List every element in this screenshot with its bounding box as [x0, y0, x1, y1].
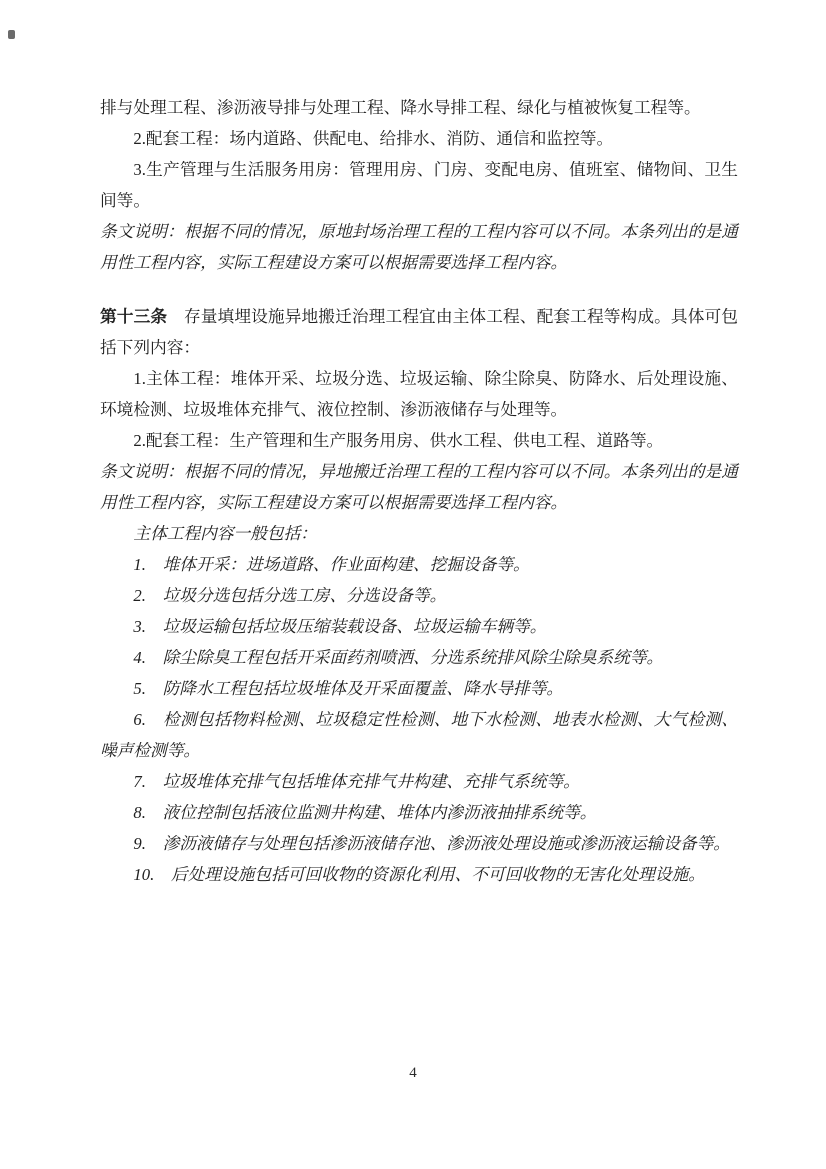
paragraph-article-13	[100, 301, 738, 363]
paragraph-drainage-continuation: 排与处理工程、渗沥液导排与处理工程、降水导排工程、绿化与植被恢复工程等。	[100, 98, 701, 117]
paragraph-support-works-2: 2.配套工程：生产管理和生产服务用房、供水工程、供电工程、道路等。	[133, 431, 664, 450]
paragraph-clause-note-2: 条文说明：根据不同的情况，异地搬迁治理工程的工程内容可以不同。本条列出的是通用性工程内容，实际工程建设方案可以根据需要选择工程内容。	[100, 462, 738, 512]
list-item-6: 6. 检测包括物料检测、垃圾稳定性检测、地下水检测、地表水检测、大气检测、噪声检测等。	[100, 710, 738, 760]
article-13-text: 存量填埋设施异地搬迁治理工程宜由主体工程、配套工程等构成。具体可包括下列内容：	[100, 307, 738, 357]
list-item-5: 5. 防降水工程包括垃圾堆体及开采面覆盖、降水导排等。	[133, 679, 564, 698]
list-item-9: 9. 渗沥液储存与处理包括渗沥液储存池、渗沥液处理设施或渗沥液运输设备等。	[133, 834, 730, 853]
document-body	[100, 92, 738, 890]
paragraph-support-works-1: 2.配套工程：场内道路、供配电、给排水、消防、通信和监控等。	[133, 129, 614, 148]
scan-artifact	[8, 30, 15, 39]
paragraph-main-works: 1.主体工程：堆体开采、垃圾分选、垃圾运输、除尘除臭、防降水、后处理设施、环境检测、垃圾堆体充排气、液位控制、渗沥液储存与处理等。	[100, 369, 738, 419]
paragraph-clause-note-1: 条文说明：根据不同的情况，原地封场治理工程的工程内容可以不同。本条列出的是通用性工程内容，实际工程建设方案可以根据需要选择工程内容。	[100, 222, 738, 272]
list-item-8: 8. 液位控制包括液位监测井构建、堆体内渗沥液抽排系统等。	[133, 803, 597, 822]
list-item-4: 4. 除尘除臭工程包括开采面药剂喷洒、分选系统排风除尘除臭系统等。	[133, 648, 664, 667]
page-number: 4	[409, 1065, 417, 1081]
list-item-7: 7. 垃圾堆体充排气包括堆体充排气井构建、充排气系统等。	[133, 772, 580, 791]
paragraph-service-buildings: 3.生产管理与生活服务用房：管理用房、门房、变配电房、值班室、储物间、卫生间等。	[100, 160, 738, 210]
list-item-1: 1. 堆体开采：进场道路、作业面构建、挖掘设备等。	[133, 555, 530, 574]
list-item-2: 2. 垃圾分选包括分选工房、分选设备等。	[133, 586, 447, 605]
list-item-10: 10. 后处理设施包括可回收物的资源化利用、不可回收物的无害化处理设施。	[133, 865, 705, 884]
paragraph-list-intro: 主体工程内容一般包括：	[133, 524, 317, 543]
list-item-3: 3. 垃圾运输包括垃圾压缩装载设备、垃圾运输车辆等。	[133, 617, 547, 636]
paragraph-spacer	[100, 278, 738, 301]
article-13-label: 第十三条	[100, 307, 168, 326]
